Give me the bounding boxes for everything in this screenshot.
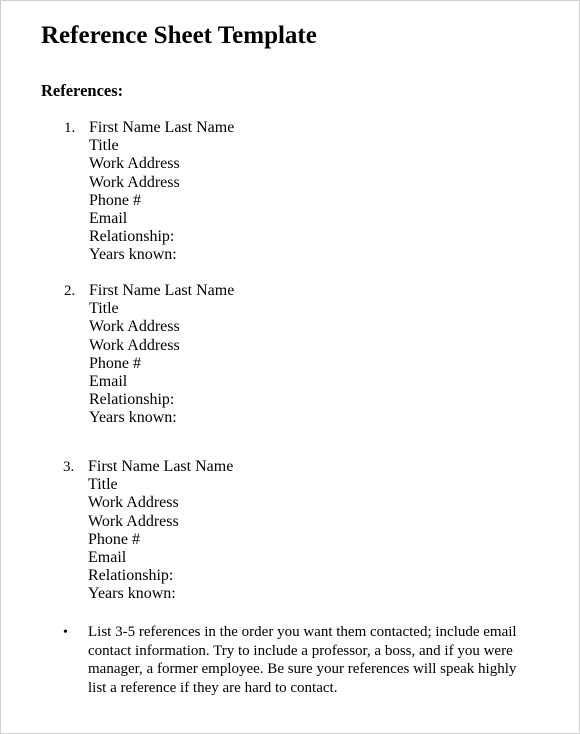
- reference-email: Email: [89, 372, 128, 390]
- note-line: list a reference if they are hard to contact.: [88, 679, 338, 696]
- reference-work-address: Work Address: [89, 173, 180, 191]
- reference-name: First Name Last Name: [89, 282, 235, 299]
- reference-title: Title: [89, 137, 119, 155]
- note-line: contact information. Try to include a professor, a boss, and if you were: [88, 642, 513, 659]
- reference-name: First Name Last Name: [88, 458, 234, 475]
- reference-details: [88, 458, 233, 604]
- reference-relationship: Relationship:: [89, 391, 175, 409]
- reference-work-address: Work Address: [89, 155, 180, 173]
- reference-years-known: Years known:: [88, 585, 176, 603]
- document-title: Reference Sheet Template: [41, 22, 317, 49]
- reference-phone: Phone #: [89, 354, 141, 372]
- reference-work-address: Work Address: [88, 512, 179, 530]
- bullet-icon: •: [63, 625, 68, 640]
- references-heading: References:: [41, 81, 124, 100]
- reference-relationship: Relationship:: [89, 228, 175, 246]
- note-line: List 3-5 references in the order you want them contacted; include email: [88, 624, 517, 640]
- instructions-note: [88, 623, 568, 697]
- reference-name: First Name Last Name: [89, 119, 235, 136]
- reference-phone: Phone #: [89, 191, 141, 209]
- reference-number: 1.: [64, 120, 76, 136]
- reference-phone: Phone #: [88, 530, 140, 548]
- reference-email: Email: [88, 548, 127, 566]
- reference-number: 2.: [64, 283, 76, 299]
- reference-work-address: Work Address: [89, 318, 180, 336]
- reference-details: [89, 119, 234, 265]
- reference-years-known: Years known:: [89, 409, 177, 427]
- reference-work-address: Work Address: [88, 494, 179, 512]
- reference-years-known: Years known:: [89, 246, 177, 264]
- reference-number: 3.: [63, 459, 75, 475]
- reference-email: Email: [89, 209, 128, 227]
- reference-details: [89, 282, 234, 428]
- reference-relationship: Relationship:: [88, 567, 174, 585]
- reference-title: Title: [89, 300, 119, 318]
- reference-work-address: Work Address: [89, 336, 180, 354]
- reference-title: Title: [88, 476, 118, 494]
- note-line: manager, a former employee. Be sure your references will speak highly: [88, 661, 517, 677]
